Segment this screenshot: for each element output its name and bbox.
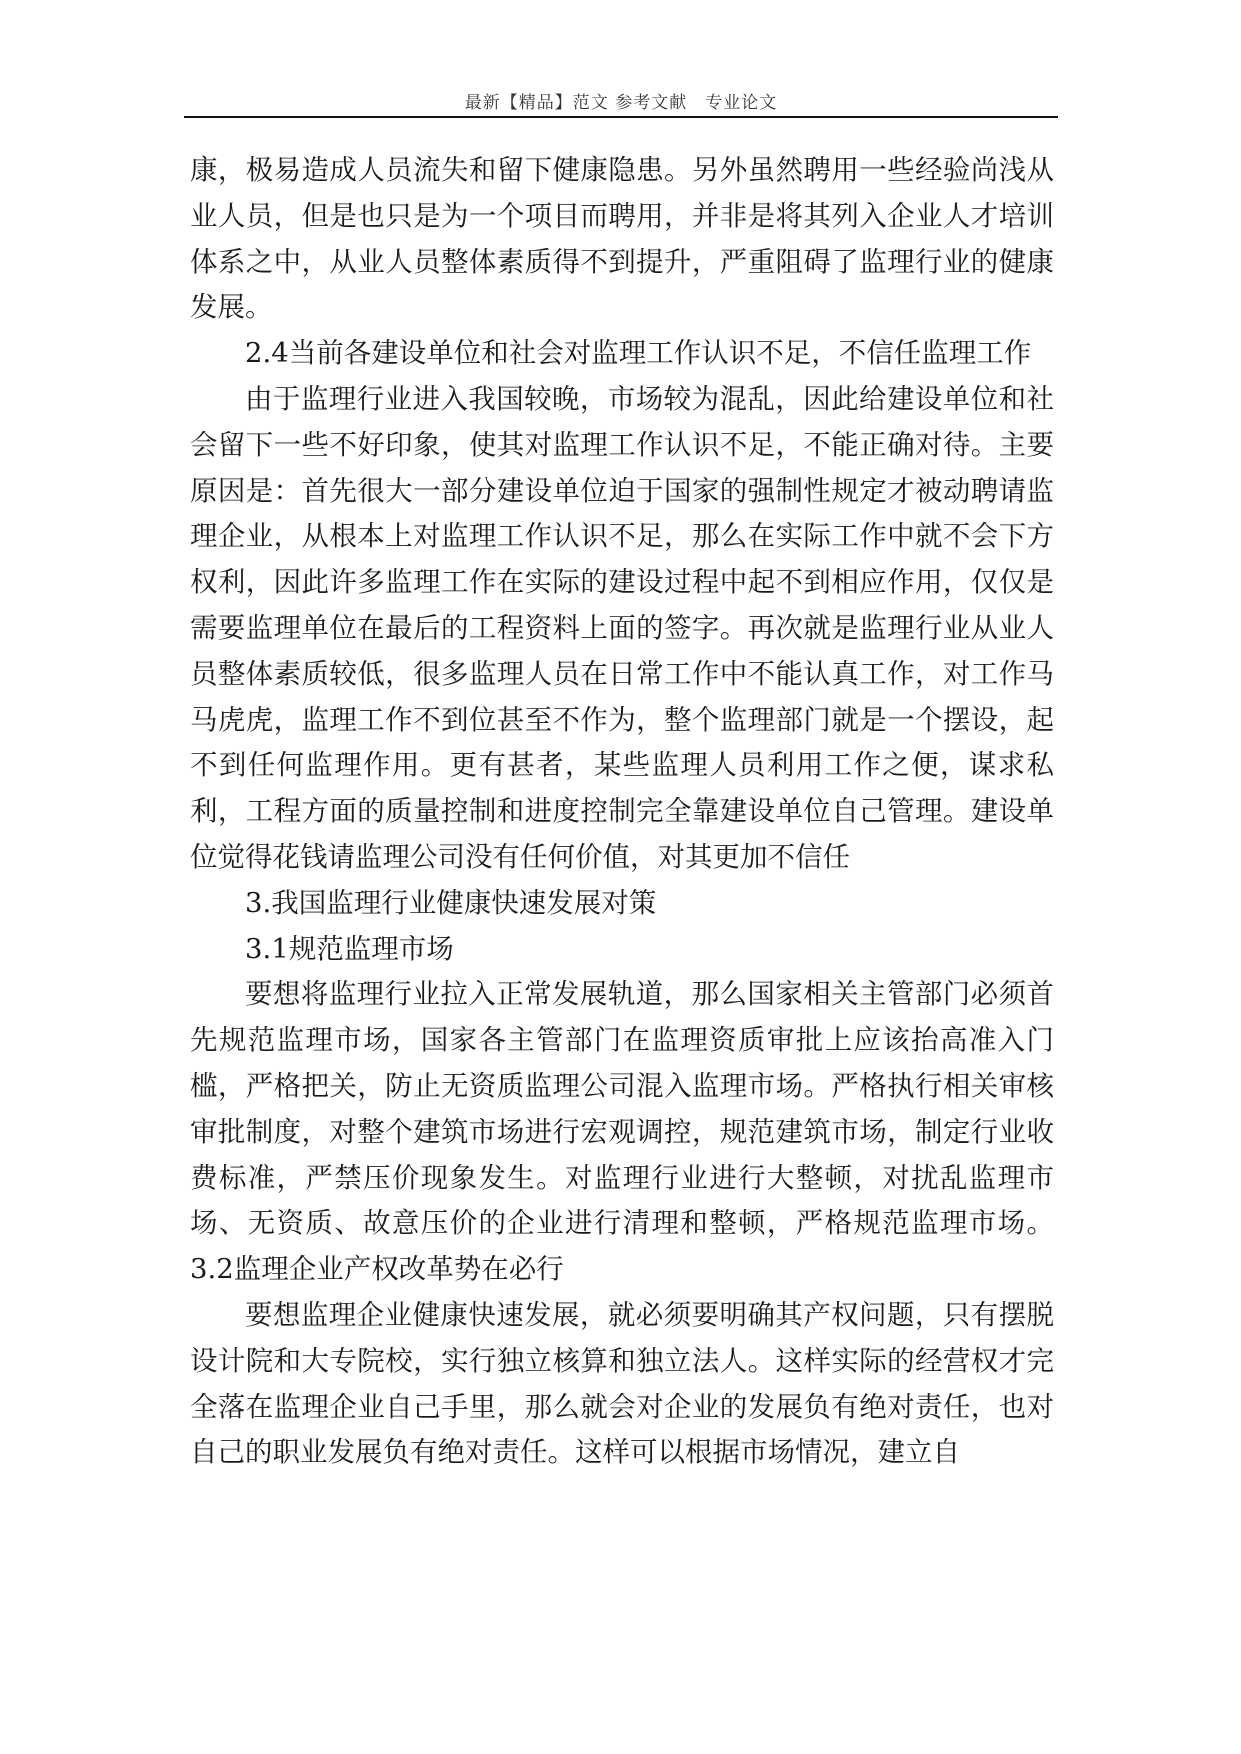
document-body — [190, 148, 1054, 1476]
page-header: 最新【精品】范文 参考文献 专业论文 — [464, 93, 778, 113]
section-heading-2-4: 2.4当前各建设单位和社会对监理工作认识不足，不信任监理工作 — [245, 337, 1032, 370]
paragraph-regulate-market: 要想将监理行业拉入正常发展轨道，那么国家相关主管部门必须首先规范监理市场，国家各主管部门在监理资质审批上应该抬高准入门槛，严格把关，防止无资质监理公司混入监理市场。严格执行相关审核审批制度，对整个建筑市场进行宏观调控，规范建筑市场，制定行业收费标准，严禁压价现象发生。对监理行业进行大整顿，对扰乱监理市场、无资质、故意压价的企业进行清理和整顿，严格规范监理市场。3.2监理企业产权改革势在必行 — [190, 978, 1054, 1286]
section-heading-3: 3.我国监理行业健康快速发展对策 — [245, 886, 657, 919]
header-divider — [184, 116, 1058, 118]
paragraph-property-reform: 要想监理企业健康快速发展，就必须要明确其产权问题，只有摆脱设计院和大专院校，实行独立核算和独立法人。这样实际的经营权才完全落在监理企业自己手里，那么就会对企业的发展负有绝对责任，也对自己的职业发展负有绝对责任。这样可以根据市场情况，建立自 — [190, 1298, 1054, 1469]
section-heading-3-1: 3.1规范监理市场 — [245, 932, 454, 965]
paragraph-supervision-awareness: 由于监理行业进入我国较晚，市场较为混乱，因此给建设单位和社会留下一些不好印象，使其对监理工作认识不足，不能正确对待。主要原因是：首先很大一部分建设单位迫于国家的强制性规定才被动聘请监理企业，从根本上对监理工作认识不足，那么在实际工作中就不会下方权利，因此许多监理工作在实际的建设过程中起不到相应作用，仅仅是需要监理单位在最后的工程资料上面的签字。再次就是监理行业从业人员整体素质较低，很多监理人员在日常工作中不能认真工作，对工作马马虎虎，监理工作不到位甚至不作为，整个监理部门就是一个摆设，起不到任何监理作用。更有甚者，某些监理人员利用工作之便，谋求私利，工程方面的质量控制和进度控制完全靠建设单位自己管理。建设单位觉得花钱请监理公司没有任何价值，对其更加不信任 — [190, 382, 1054, 873]
paragraph-continuation: 康，极易造成人员流失和留下健康隐患。另外虽然聘用一些经验尚浅从业人员，但是也只是为一个项目而聘用，并非是将其列入企业人才培训体系之中，从业人员整体素质得不到提升，严重阻碍了监理行业的健康发展。 — [190, 154, 1054, 324]
